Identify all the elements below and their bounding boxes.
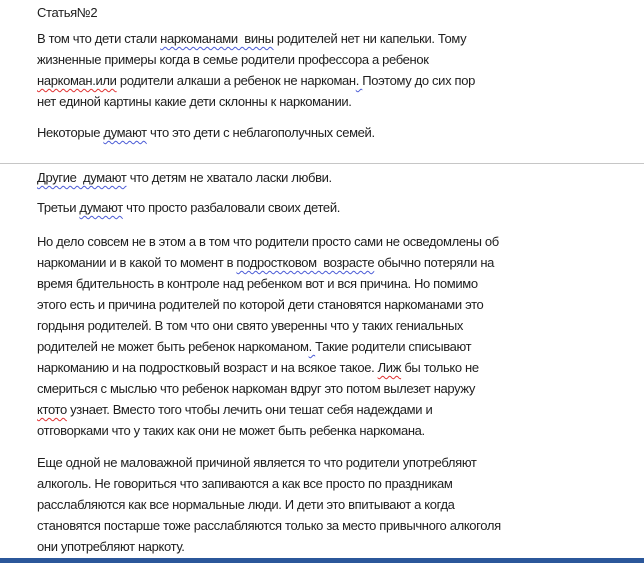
text-line (37, 337, 471, 357)
text-segment: наркоманию и на подростковый возраст и на всякое такое. (37, 360, 378, 375)
spelling-error-text[interactable]: ктото (37, 402, 67, 417)
text-segment: что детям не хватало ласки любви. (126, 170, 332, 185)
text-line (37, 537, 184, 557)
text-segment: гордыня родителей. В том что они свято уверенны что у таких гениальных (37, 318, 463, 333)
text-segment: нет единой картины какие дети склонны к наркомании. (37, 94, 352, 109)
grammar-error-text[interactable]: Другие думают (37, 170, 127, 185)
text-line (37, 168, 332, 188)
text-segment: Статья№2 (37, 5, 98, 20)
text-segment: Некоторые (37, 125, 104, 140)
document-title (37, 3, 97, 23)
text-line (37, 421, 425, 441)
spelling-error-text[interactable]: наркоман.или (37, 73, 117, 88)
status-bar (0, 558, 644, 563)
text-segment: они употребляют наркоту. (37, 539, 185, 554)
text-segment: Такие родители списывают (315, 339, 472, 354)
text-line (37, 92, 352, 112)
text-line (37, 316, 463, 336)
text-segment: отговорками что у таких как они не может быть ребенка наркомана. (37, 423, 425, 438)
text-segment: В том что дети стали (37, 31, 161, 46)
text-segment: расслабляются как все нормальные люди. И дети это впитывают а когда (37, 497, 455, 512)
text-segment: родители алкаши а ребенок не наркоман (116, 73, 356, 88)
text-segment: смериться с мыслью что ребенок наркоман вдруг это потом вылезет наружу (37, 381, 476, 396)
text-line (37, 358, 479, 378)
text-segment: Но дело совсем не в этом а в том что родители просто сами не осведомлены об (37, 234, 499, 249)
grammar-error-text[interactable]: подростковом возрасте (236, 255, 375, 270)
text-line (37, 400, 432, 420)
text-line (37, 274, 478, 294)
text-line (37, 379, 475, 399)
text-segment: этого есть и причина родителей по которой дети становятся наркоманами это (37, 297, 484, 312)
text-line (37, 198, 340, 218)
page-break-divider (0, 163, 644, 164)
text-line (37, 516, 501, 536)
text-segment: Еще одной не маловажной причиной является то что родители употребляют (37, 455, 477, 470)
text-segment: алкоголь. Не говориться что запиваются а как все просто по праздникам (37, 476, 453, 491)
grammar-error-text[interactable]: . (355, 73, 363, 88)
text-segment: родителей нет ни капельки. Тому (273, 31, 467, 46)
grammar-error-text[interactable]: думают (103, 125, 147, 140)
text-line (37, 123, 375, 143)
text-segment: время бдительность в контроле над ребенком вот и вся причина. Но помимо (37, 276, 478, 291)
grammar-error-text[interactable]: . (308, 339, 316, 354)
grammar-error-text[interactable]: думают (79, 200, 123, 215)
text-line (37, 29, 466, 49)
text-segment: что просто разбаловали своих детей. (122, 200, 340, 215)
text-line (37, 253, 494, 273)
spelling-error-text[interactable]: Лиж (377, 360, 402, 375)
text-segment: наркомании и в какой то момент в (37, 255, 237, 270)
text-segment: что это дети с неблагополучных семей. (146, 125, 375, 140)
text-segment: жизненные примеры когда в семье родители профессора а ребенок (37, 52, 429, 67)
text-line (37, 71, 475, 91)
text-line (37, 295, 483, 315)
text-line (37, 495, 455, 515)
text-segment: узнает. Вместо того чтобы лечить они тешат себя надеждами и (66, 402, 433, 417)
text-segment: бы только не (401, 360, 479, 375)
grammar-error-text[interactable]: наркоманами вины (160, 31, 274, 46)
text-segment: обычно потеряли на (374, 255, 495, 270)
text-line (37, 50, 429, 70)
text-line (37, 474, 453, 494)
text-segment: Третьи (37, 200, 80, 215)
text-segment: становятся постарше тоже расслабляются только за место привычного алкоголя (37, 518, 501, 533)
text-line (37, 453, 477, 473)
text-segment: родителей не может быть ребенок наркоманом (37, 339, 309, 354)
text-line (37, 232, 499, 252)
text-segment: Поэтому до сих пор (362, 73, 475, 88)
